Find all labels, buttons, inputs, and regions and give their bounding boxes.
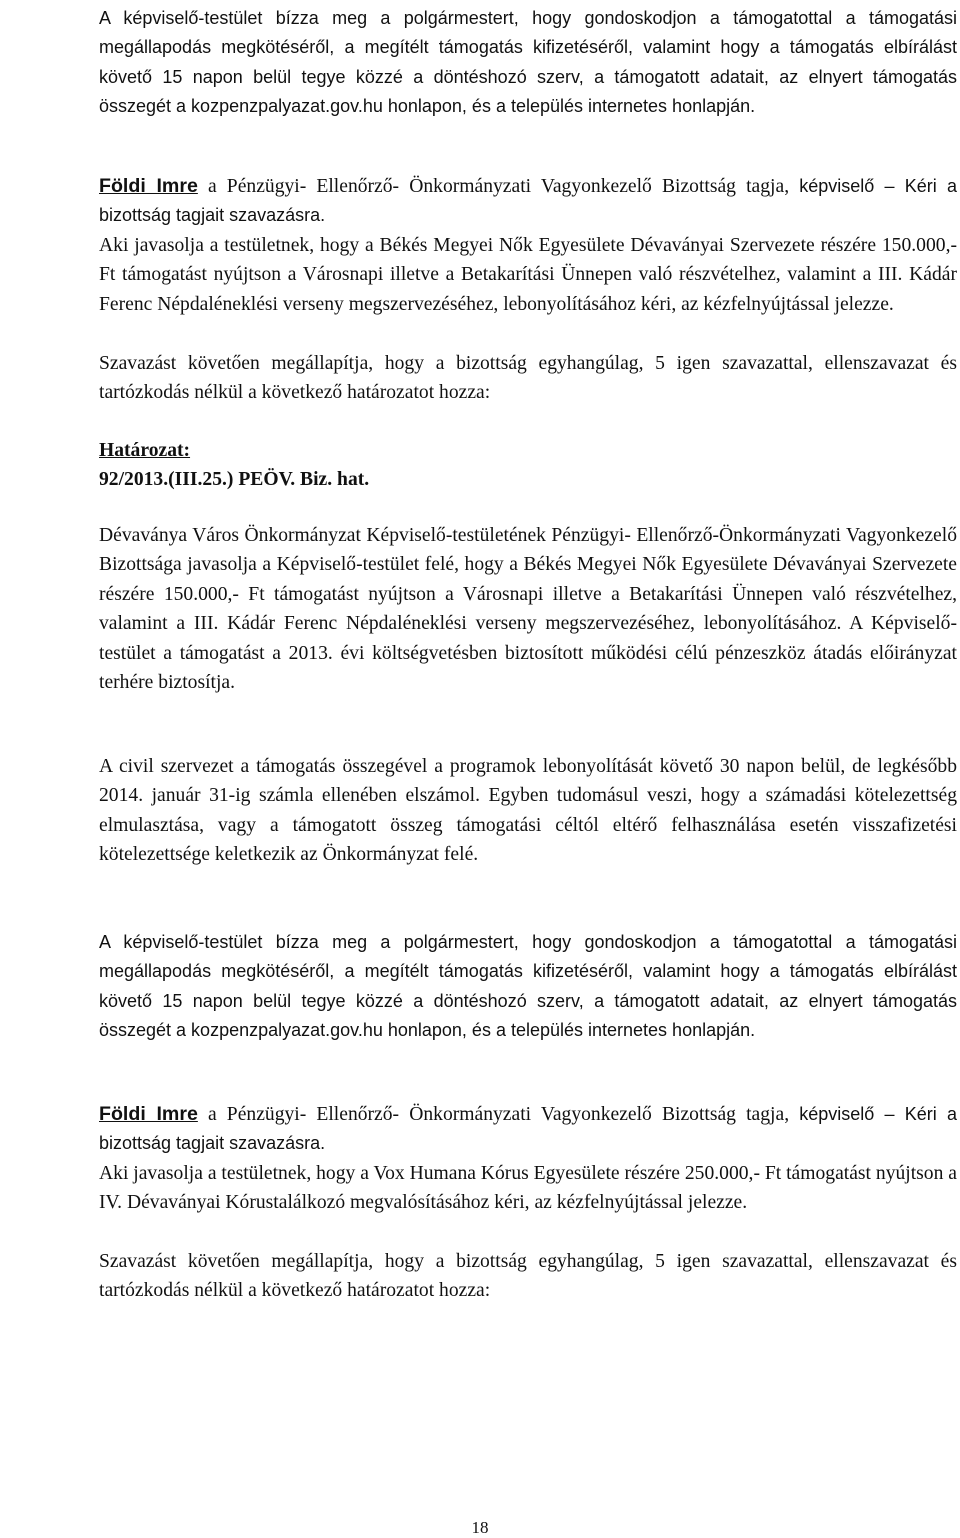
member-role-text-2: a Pénzügyi- Ellenőrző- Önkormányzati Vagyonkezelő Bizottság tagja,: [197, 1104, 800, 1125]
page-number: 18: [471, 1518, 489, 1537]
member-name-2: Földi Imre: [99, 1103, 198, 1125]
member-name: Földi Imre: [99, 175, 198, 197]
paragraph-member-intro-2: [99, 1100, 957, 1159]
paragraph-proposal-1: Aki javasolja a testületnek, hogy a Békés Megyei Nők Egyesülete Dévaványai Szervezete részére 150.000,- Ft támogatást nyújtson a Városnapi illetve a Betakarítási Ünnepen való részvételhez, valamint a III. Kádár Ferenc Népdaléneklési verseny megszervezéséhez, lebonyolításához kéri, az kézfelnyújtással jelezze.: [99, 235, 957, 315]
resolution-number: 92/2013.(III.25.) PEÖV. Biz. hat.: [99, 469, 370, 490]
member-role-text: a Pénzügyi- Ellenőrző- Önkormányzati Vagyonkezelő Bizottság tagja,: [197, 176, 800, 197]
paragraph-resolution-body: Dévaványa Város Önkormányzat Képviselő-testületének Pénzügyi- Ellenőrző-Önkormányzati Vagyonkezelő Bizottsága javasolja a Képviselő-testület felé, hogy a Békés Megyei Nők Egyesülete Dévaványai Szervezete részére 150.000,- Ft támogatást nyújtson a Városnapi illetve a Betakarítási Ünnepen való részvételhez, valamint a III. Kádár Ferenc Népdaléneklési verseny megszervezéséhez, lebonyolításához. A Képviselő-testület a támogatást a 2013. évi költségvetésben biztosított működési célú pénzeszköz átadás előirányzat terhére biztosítja.: [99, 525, 957, 694]
paragraph-vote-result-1: Szavazást követően megállapítja, hogy a bizottság egyhangúlag, 5 igen szavazattal, ellenszavazat és tartózkodás nélkül a következő határozatot hozza:: [99, 353, 957, 404]
paragraph-mayor-instruction-1: A képviselő-testület bízza meg a polgármestert, hogy gondoskodjon a támogatottal a támogatási megállapodás megkötéséről, a megítélt támogatás kifizetéséről, valamint hogy a támogatás elbírálást követő 15 napon belül tegye közzé a döntéshozó szerv, a támogatott adatait, az elnyert támogatás összegét a kozpenzpalyazat.gov.hu honlapon, és a település internetes honlapján.: [99, 8, 957, 117]
paragraph-proposal-2: Aki javasolja a testületnek, hogy a Vox Humana Kórus Egyesülete részére 250.000,- Ft támogatást nyújtson a IV. Dévaványai Kórustalálkozó megvalósításához kéri, az kézfelnyújtással jelezze.: [99, 1163, 957, 1214]
paragraph-settlement-terms: A civil szervezet a támogatás összegével a programok lebonyolítását követő 30 napon belül, de legkésőbb 2014. január 31-ig számla ellenében elszámol. Egyben tudomásul veszi, hogy a számadási kötelezettség elmulasztása, vagy a támogatott összeg támogatási céltól eltérő felhasználása esetén visszafizetési kötelezettsége keletkezik az Önkormányzat felé.: [99, 756, 957, 866]
paragraph-member-intro-1: [99, 172, 957, 231]
member-action-text: képviselő – Kéri a bizottság tagjait szavazásra.: [99, 176, 957, 226]
paragraph-mayor-instruction-2: A képviselő-testület bízza meg a polgármestert, hogy gondoskodjon a támogatottal a támogatási megállapodás megkötéséről, a megítélt támogatás kifizetéséről, valamint hogy a támogatás elbírálást követő 15 napon belül tegye közzé a döntéshozó szerv, a támogatott adatait, az elnyert támogatás összegét a kozpenzpalyazat.gov.hu honlapon, és a település internetes honlapján.: [99, 932, 957, 1041]
paragraph-vote-result-2: Szavazást követően megállapítja, hogy a bizottság egyhangúlag, 5 igen szavazattal, ellenszavazat és tartózkodás nélkül a következő határozatot hozza:: [99, 1251, 957, 1302]
member-action-text-2: képviselő – Kéri a bizottság tagjait szavazásra.: [99, 1104, 957, 1154]
resolution-label: Határozat:: [99, 440, 191, 461]
